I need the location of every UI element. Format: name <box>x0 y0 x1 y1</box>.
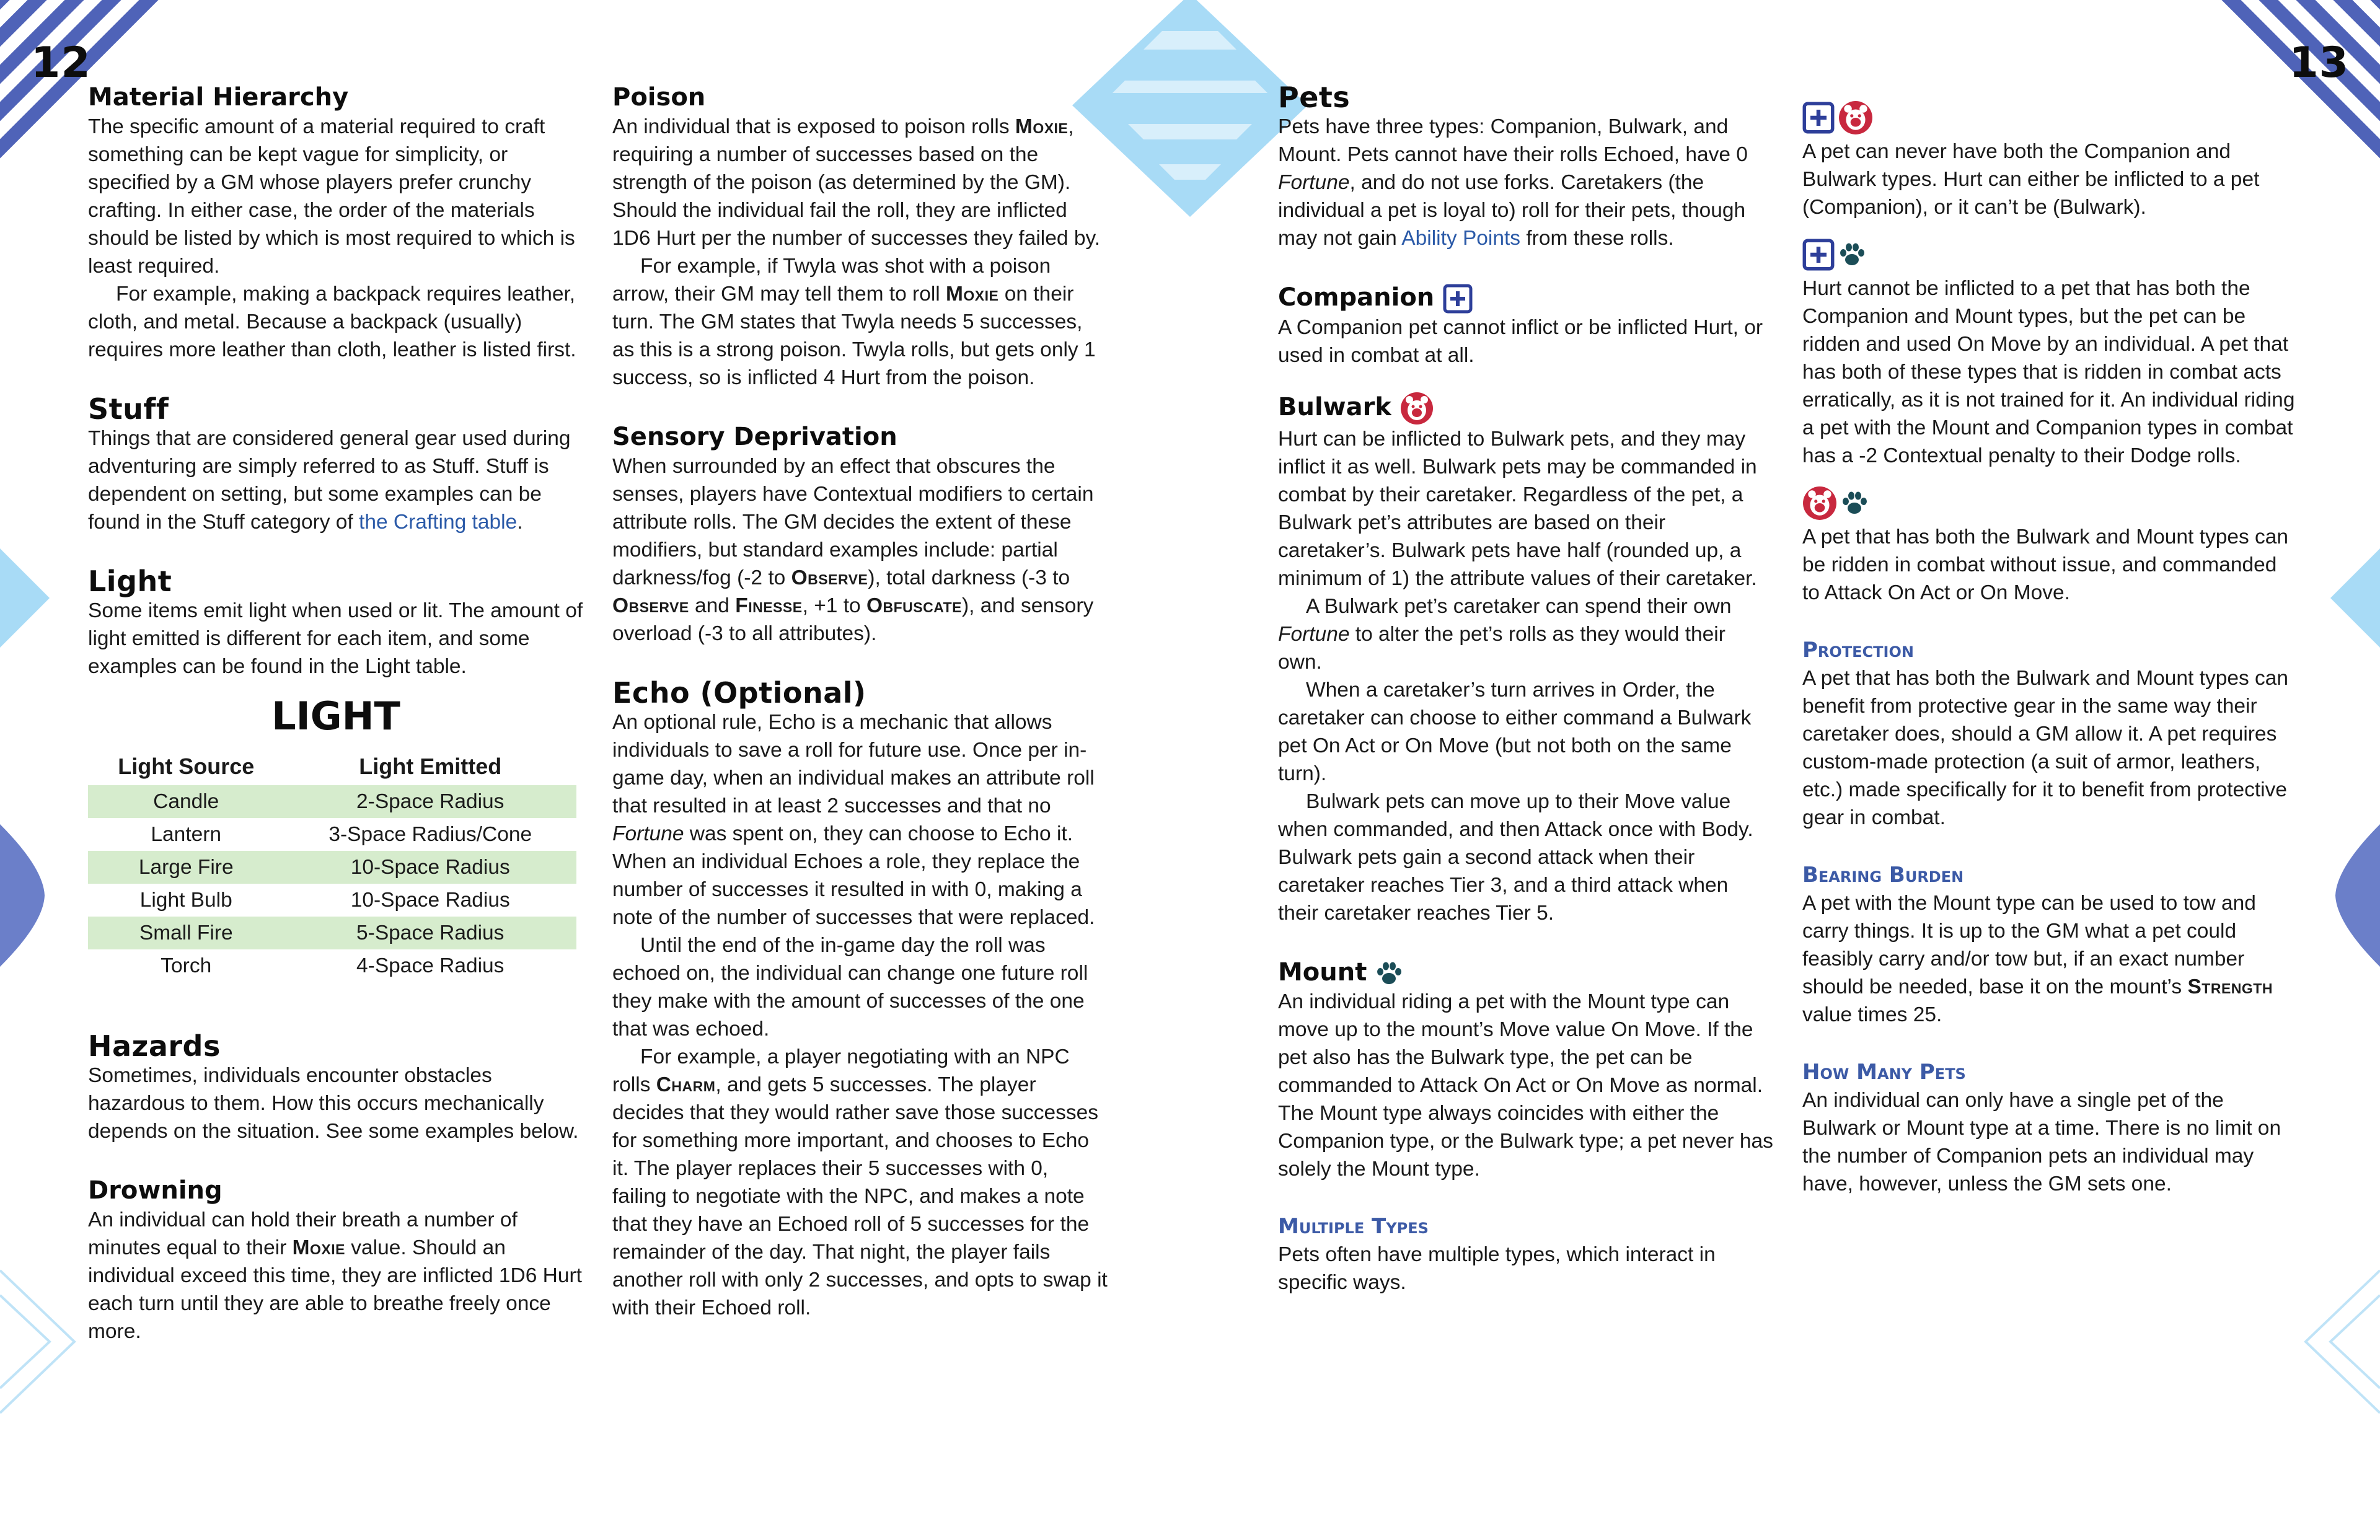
howmany-p1: An individual can only have a single pet of the Bulwark or Mount type at a time. There is no limit on the number of Companion pets an individual may have, however, unless the GM sets one. <box>1802 1089 2281 1195</box>
sensory-deprivation-heading: Sensory Deprivation <box>612 423 897 451</box>
protection-heading: Protection <box>1802 638 1914 662</box>
companion-plus-icon <box>1443 284 1473 314</box>
drowning-p1: An individual can hold their breath a number of minutes equal to their Moxie value. Should an individual exceed this time, they are inflicted 1D6 Hurt each turn until they are able to breathe freely once more. <box>88 1208 582 1343</box>
pets-p1: Pets have three types: Companion, Bulwark, and Mount. Pets cannot have their rolls Echoed, have 0 Fortune, and do not use forks. Caretakers (the individual a pet is loyal to) roll for their pets, though may not gain Ability Points from these rolls. <box>1278 115 1748 250</box>
pets-heading: Pets <box>1278 81 1351 114</box>
echo-p3: For example, a player negotiating with an NPC rolls Charm, and gets 5 successes. The player decides that they would rather save those successes for something more important, and chooses to Echo it. The player replaces their 5 successes with 0, failing to negotiate with the NPC, and makes a note that they have an Echoed roll of 5 successes for the remainder of the day. That night, the player fails another roll with only 2 successes, and opts to swap it with their Echoed roll. <box>612 1045 1108 1319</box>
material-hierarchy-heading: Material Hierarchy <box>88 83 349 112</box>
companion-plus-icon <box>1802 102 1835 134</box>
bulwark-bear-icon <box>1400 392 1434 425</box>
light-table-header: Light Source <box>118 754 255 779</box>
bulwark-p1: Hurt can be inflicted to Bulwark pets, and they may inflict it as well. Bulwark pets may be commanded in combat by their caretaker. Regardless of the pet, a Bulwark pet’s attributes are based on their caretaker’s. Bulwark pets have half (rounded up, a minimum of 1) the attribute values of their caretaker. <box>1278 428 1757 590</box>
mount-paw-icon <box>1841 490 1868 517</box>
how-many-pets-heading: How Many Pets <box>1802 1060 1966 1085</box>
material-p1: The specific amount of a material required to craft something can be kept vague for simplicity, or specified by a GM whose players prefer crunchy crafting. In either case, the order of the materials should be listed by which is most required to which is least required. <box>88 115 575 278</box>
bulwark-heading: Bulwark <box>1278 392 1774 425</box>
mount-p1: An individual riding a pet with the Mount type can move up to the mount’s Move value On Move. If the pet also has the Bulwark type, the pet can be commanded to Attack On Act or On Move as normal. The Mount type always coincides with either the Companion type, or the Bulwark type; a pet never has solely the Mount type. <box>1278 990 1773 1181</box>
page-number-right: 13 <box>2289 38 2349 87</box>
left-diamond <box>0 548 50 648</box>
material-p2: For example, making a backpack requires leather, cloth, and metal. Because a backpack (usually) requires more leather than cloth, leather is listed first. <box>88 283 576 361</box>
bulwark-p2: A Bulwark pet’s caretaker can spend their own Fortune to alter the pet’s rolls as they would their own. <box>1278 595 1732 674</box>
companion-heading: Companion <box>1278 282 1774 314</box>
mount-paw-icon <box>1375 960 1403 987</box>
left-half-circle <box>0 824 45 967</box>
light-p1: Some items emit light when used or lit. The amount of light emitted is different for each item, and some examples can be found in the Light table. <box>88 599 583 678</box>
combo1-p: A pet can never have both the Companion and Bulwark types. Hurt can either be inflicted to a pet (Companion), or it can’t be (Bulwark). <box>1802 140 2260 219</box>
left-diamond-outline <box>0 1270 74 1413</box>
echo-p2: Until the end of the in-game day the roll was echoed on, the individual can change one future roll they make with the amount of successes of the one that was echoed. <box>612 934 1088 1041</box>
light-table-header: Light Emitted <box>359 754 502 779</box>
bearing-burden-heading: Bearing Burden <box>1802 863 1964 887</box>
bulwark-p3: When a caretaker’s turn arrives in Order, the caretaker can choose to either command a Bulwark pet On Act or On Move (but not both on the same turn). <box>1278 679 1752 785</box>
mount-heading: Mount <box>1278 957 1774 988</box>
table-row: Lantern 3-Space Radius/Cone <box>151 823 532 846</box>
table-row: Torch 4-Space Radius <box>161 954 505 977</box>
companion-plus-icon <box>1802 239 1835 271</box>
column-1 <box>88 82 584 1345</box>
bulwark-p4: Bulwark pets can move up to their Move value when commanded, and then Attack once with Body. Bulwark pets gain a second attack when their caretaker reaches Tier 3, and a third attack when their caretaker reaches Tier 5. <box>1278 790 1753 925</box>
column-4 <box>1802 99 2298 1198</box>
right-half-circle <box>2335 824 2380 967</box>
companion-mount-icons <box>1802 236 2298 273</box>
protection-p1: A pet that has both the Bulwark and Mount types can benefit from protective gear in the same way their caretaker does, should a GM allow it. A pet requires custom-made protection (a suit of armor, leathers, etc.) made specifically for it to benefit from protective gear in combat. <box>1802 667 2289 829</box>
bulwark-bear-icon <box>1838 100 1873 135</box>
stuff-p1: Things that are considered general gear used during adventuring are simply referred to as Stuff. Stuff is dependent on setting, but some examples can be found in the Stuff category of the Crafting table. <box>88 427 571 534</box>
ability-points-link[interactable]: Ability Points <box>1401 227 1521 250</box>
poison-heading: Poison <box>612 83 706 112</box>
crafting-table-link[interactable]: the Crafting table <box>359 511 518 534</box>
right-diamond <box>2330 548 2380 648</box>
bulwark-mount-icons <box>1802 485 2298 522</box>
combo3-p: A pet that has both the Bulwark and Mount types can be ridden in combat without issue, and commanded to Attack On Act or On Move. <box>1802 526 2289 604</box>
column-2 <box>612 82 1108 1322</box>
light-heading: Light <box>88 565 172 598</box>
table-row: Light Bulb 10-Space Radius <box>139 889 510 912</box>
mount-paw-icon <box>1838 241 1866 268</box>
light-table <box>88 750 576 982</box>
burden-p1: A pet with the Mount type can be used to tow and carry things. It is up to the GM what a pet could feasibly carry and/or tow but, if an exact number should be needed, base it on the mount’s Strength value times 25. <box>1802 892 2273 1026</box>
echo-p1: An optional rule, Echo is a mechanic that allows individuals to save a roll for future use. Once per in-game day, when an individual makes an attribute roll that resulted in at least 2 successes and that no Fortune was spent on, they can choose to Echo it. When an individual Echoes a role, they replace the number of successes it resulted in with 0, making a note of the number of successes that were replaced. <box>612 711 1095 929</box>
companion-bulwark-icons <box>1802 99 2298 136</box>
companion-p1: A Companion pet cannot inflict or be inflicted Hurt, or used in combat at all. <box>1278 316 1763 367</box>
column-3 <box>1278 82 1774 1296</box>
page-number-left: 12 <box>31 38 91 87</box>
table-row: Large Fire 10-Space Radius <box>88 851 576 884</box>
multiple-types-heading: Multiple Types <box>1278 1214 1429 1239</box>
stuff-heading: Stuff <box>88 392 169 426</box>
table-row: Small Fire 5-Space Radius <box>88 917 576 949</box>
light-table-title: LIGHT <box>271 693 400 739</box>
hazards-p1: Sometimes, individuals encounter obstacles hazardous to them. How this occurs mechanically depends on the situation. See some examples below. <box>88 1064 579 1143</box>
table-row: Candle 2-Space Radius <box>88 785 576 818</box>
poison-p2: For example, if Twyla was shot with a poison arrow, their GM may tell them to roll Moxie on their turn. The GM states that Twyla needs 5 successes, as this is a strong poison. Twyla rolls, but gets only 1 success, so is inflicted 4 Hurt from the poison. <box>612 255 1096 389</box>
hazards-heading: Hazards <box>88 1029 221 1063</box>
combo2-p: Hurt cannot be inflicted to a pet that has both the Companion and Mount types, but the pet can be ridden and used On Move by an individual. A pet that has both of these types that is ridden in combat acts erratically, as it is not trained for it. An individual riding a pet with the Mount and Companion types in combat has a -2 Contextual penalty to their Dodge rolls. <box>1802 277 2295 467</box>
drowning-heading: Drowning <box>88 1176 223 1205</box>
sensory-p1: When surrounded by an effect that obscures the senses, players have Contextual modifiers to certain attribute rolls. The GM decides the extent of these modifiers, but standard examples include: partial darkness/fog (-2 to Observe), total darkness (-3 to Observe and Finesse, +1 to Obfuscate), and sensory overload (-3 to all attributes). <box>612 455 1094 645</box>
poison-p1: An individual that is exposed to poison rolls Moxie, requiring a number of successes based on the strength of the poison (as determined by the GM). Should the individual fail the roll, they are inflicted 1D6 Hurt per the number of successes they failed by. <box>612 115 1101 250</box>
echo-heading: Echo (Optional) <box>612 676 866 710</box>
right-diamond-outline <box>2306 1270 2380 1413</box>
bulwark-bear-icon <box>1802 486 1837 521</box>
multiple-p1: Pets often have multiple types, which interact in specific ways. <box>1278 1243 1716 1294</box>
